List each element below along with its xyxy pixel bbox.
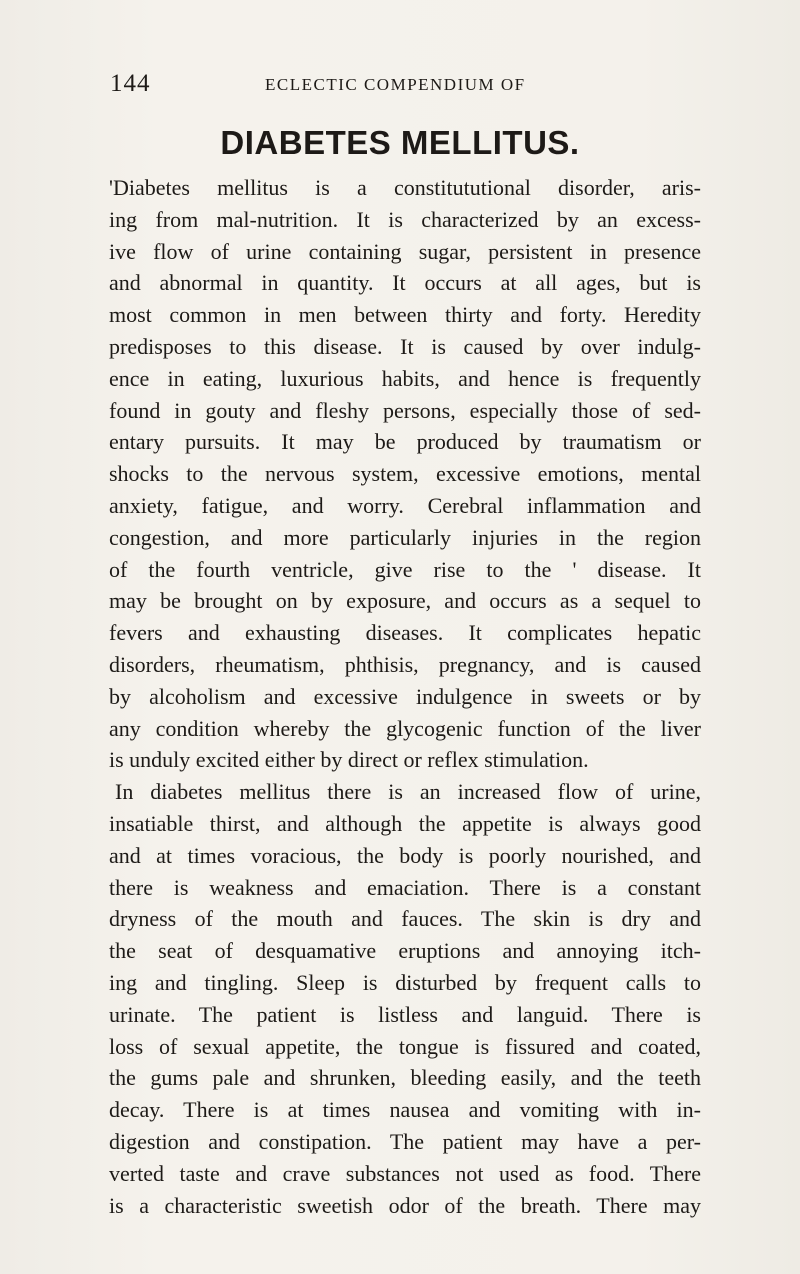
running-head: ECLECTIC COMPENDIUM OF xyxy=(265,75,526,94)
text-line: digestion and constipation. The patient may have a per- xyxy=(109,1128,701,1154)
page-header xyxy=(110,70,710,106)
text-line: urinate. The patient is listless and languid. There is xyxy=(109,1001,701,1027)
text-line: may be brought on by exposure, and occurs as a sequel to xyxy=(109,588,701,614)
text-line: shocks to the nervous system, excessive emotions, mental xyxy=(109,461,701,487)
text-line: decay. There is at times nausea and vomiting with in- xyxy=(109,1097,701,1123)
text-line: ing and tingling. Sleep is disturbed by frequent calls to xyxy=(109,969,701,995)
text-line: dryness of the mouth and fauces. The skin is dry and xyxy=(109,906,701,932)
text-line: there is weakness and emaciation. There is a constant xyxy=(109,874,701,900)
text-line: and abnormal in quantity. It occurs at all ages, but is xyxy=(109,270,701,296)
page-number: 144 xyxy=(110,70,151,97)
text-line: disorders, rheumatism, phthisis, pregnancy, and is caused xyxy=(109,651,701,677)
text-line: insatiable thirst, and although the appetite is always good xyxy=(109,810,701,836)
text-line: verted taste and crave substances not used as food. There xyxy=(109,1160,701,1186)
text-line: and at times voracious, the body is poorly nourished, and xyxy=(109,842,701,868)
section-title: DIABETES MELLITUS. xyxy=(220,124,580,161)
text-line: most common in men between thirty and forty. Heredity xyxy=(109,302,701,328)
body-text xyxy=(109,172,701,1221)
text-line: by alcoholism and excessive indulgence in sweets or by xyxy=(109,683,701,709)
text-line: congestion, and more particularly injuries in the region xyxy=(109,524,701,550)
text-line: 'Diabetes mellitus is a constitututional disorder, aris- xyxy=(109,175,701,200)
text-line: loss of sexual appetite, the tongue is fissured and coated, xyxy=(109,1033,701,1059)
text-line: fevers and exhausting diseases. It complicates hepatic xyxy=(109,620,701,646)
text-line: In diabetes mellitus there is an increased flow of urine, xyxy=(115,779,701,805)
text-line: ence in eating, luxurious habits, and hence is frequently xyxy=(109,365,701,391)
text-line: the gums pale and shrunken, bleeding easily, and the teeth xyxy=(109,1065,701,1091)
text-line: anxiety, fatigue, and worry. Cerebral inflammation and xyxy=(109,492,701,518)
text-line: ive flow of urine containing sugar, persistent in presence xyxy=(109,238,701,264)
text-line: is a characteristic sweetish odor of the breath. There may xyxy=(109,1192,701,1218)
text-line: ing from mal-nutrition. It is characterized by an excess- xyxy=(109,206,701,232)
text-line: the seat of desquamative eruptions and annoying itch- xyxy=(109,938,701,964)
text-line: predisposes to this disease. It is caused by over indulg- xyxy=(109,333,701,359)
text-line: is unduly excited either by direct or reflex stimulation. xyxy=(109,747,589,773)
text-line: any condition whereby the glycogenic function of the liver xyxy=(109,715,701,741)
text-line: of the fourth ventricle, give rise to the ' disease. It xyxy=(109,556,701,582)
text-line: entary pursuits. It may be produced by traumatism or xyxy=(109,429,701,455)
text-line: found in gouty and fleshy persons, especially those of sed- xyxy=(109,397,701,423)
